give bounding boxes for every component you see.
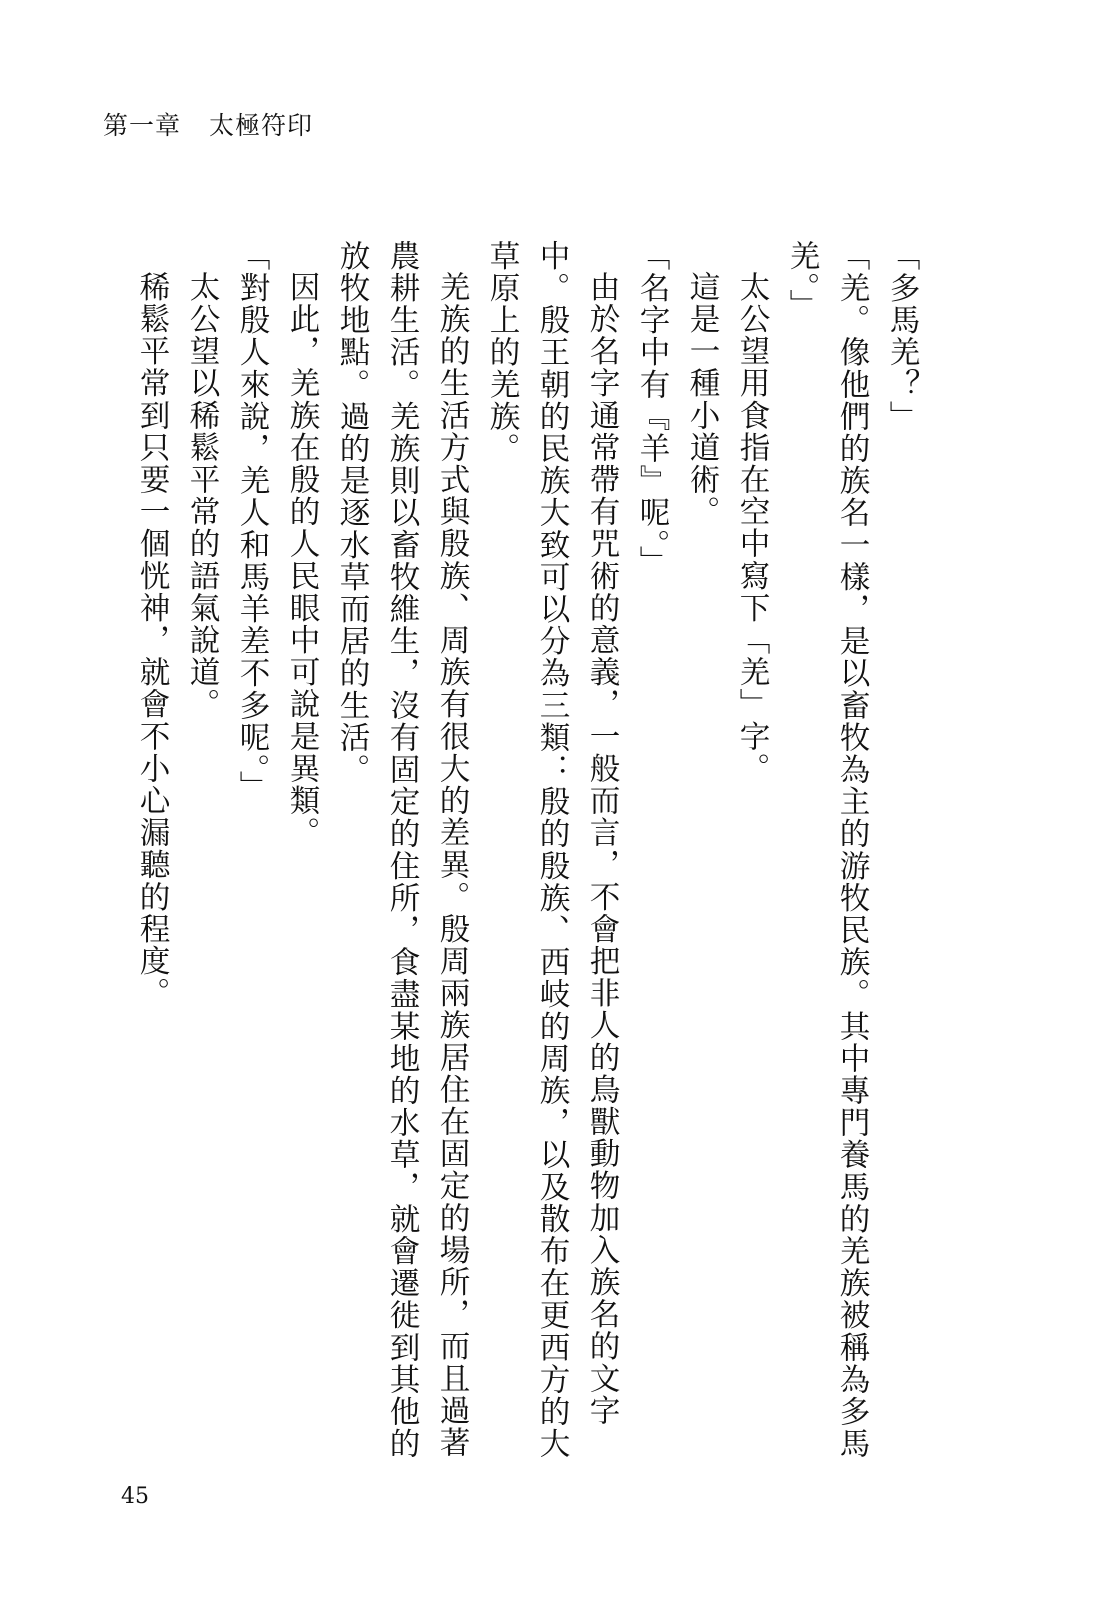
body-text [134, 240, 926, 1480]
chapter-number: 第一章 [103, 111, 182, 140]
paragraph: 「名字中有『羊』呢。」 [634, 240, 669, 578]
paragraph: 太公望以稀鬆平常的語氣說道。 [184, 270, 219, 720]
paragraph: 羌族的生活方式與殷族、周族有很大的差異。殷周兩族居住在固定的場所，而且過著農耕生活。羌族則以畜牧維生，沒有固定的住所，食盡某地的水草，就會遷徙到其他的放牧地點。過的是逐水草而居的生活。 [334, 240, 469, 1460]
paragraph: 稀鬆平常到只要一個恍神，就會不小心漏聽的程度。 [134, 270, 169, 1009]
running-header [103, 106, 313, 142]
chapter-title: 太極符印 [209, 111, 314, 140]
paragraph: 這是一種小道術。 [684, 270, 719, 528]
paragraph: 「多馬羌？」 [884, 240, 919, 433]
paragraph: 「對殷人來說，羌人和馬羊差不多呢。」 [234, 240, 269, 803]
paragraph: 「羌。像他們的族名一樣，是以畜牧為主的游牧民族。其中專門養馬的羌族被稱為多馬羌。」 [784, 240, 869, 1460]
paragraph: 由於名字通常帶有咒術的意義，一般而言，不會把非人的鳥獸動物加入族名的文字中。殷王朝的民族大致可以分為三類：殷的殷族、西岐的周族，以及散布在更西方的大草原上的羌族。 [484, 240, 619, 1460]
paragraph: 太公望用食指在空中寫下「羌」字。 [734, 270, 769, 785]
paragraph: 因此，羌族在殷的人民眼中可說是異類。 [284, 270, 319, 849]
page-number: 45 [121, 1484, 149, 1509]
